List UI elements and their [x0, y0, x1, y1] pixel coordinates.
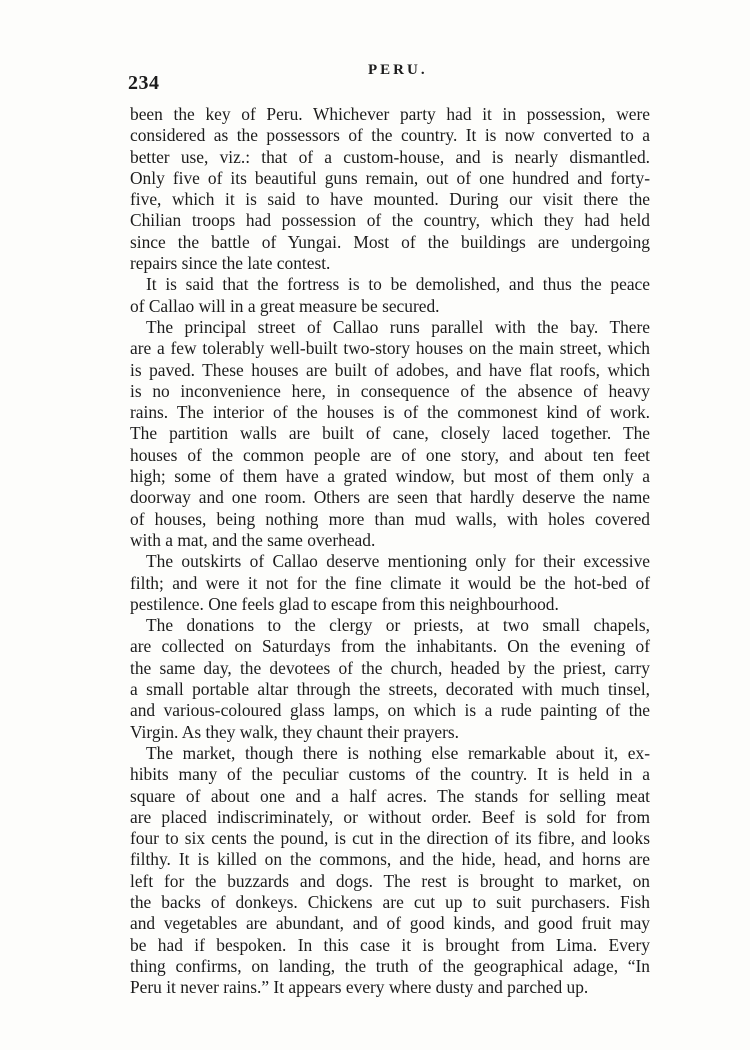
text-line: The donations to the clergy or priests, at two small chapels,: [146, 615, 650, 636]
text-line: The outskirts of Callao deserve mentioning only for their excessive: [146, 551, 650, 572]
text-line: pestilence. One feels glad to escape from this neighbourhood.: [130, 593, 559, 614]
page-number: 234: [128, 72, 160, 94]
paragraph: [130, 104, 650, 274]
text-line: high; some of them have a grated window, but most of them only a: [130, 466, 650, 487]
paragraph: [130, 743, 650, 999]
text-line: of houses, being nothing more than mud walls, with holes covered: [130, 508, 650, 529]
running-head: [128, 62, 650, 92]
text-line: are placed indiscriminately, or without order. Beef is sold for from: [130, 806, 650, 827]
text-line: been the key of Peru. Whichever party had it in possession, were: [130, 104, 650, 124]
text-line: since the battle of Yungai. Most of the buildings are undergoing: [130, 231, 650, 252]
text-line: is paved. These houses are built of adobes, and have flat roofs, which: [130, 359, 650, 380]
text-line: is no inconvenience here, in consequence of the absence of heavy: [130, 380, 650, 401]
text-line: are a few tolerably well-built two-story houses on the main street, which: [130, 338, 650, 359]
paragraph: [130, 615, 650, 743]
text-line: are collected on Saturdays from the inhabitants. On the evening of: [130, 636, 650, 657]
text-line: rains. The interior of the houses is of the commonest kind of work.: [130, 402, 650, 423]
text-line: Only five of its beautiful guns remain, out of one hundred and forty-: [130, 167, 650, 188]
text-line: doorway and one room. Others are seen that hardly deserve the name: [130, 487, 650, 508]
text-line: repairs since the late contest.: [130, 253, 331, 274]
text-line: Peru it never rains.” It appears every where dusty and parched up.: [130, 977, 589, 998]
text-line: Virgin. As they walk, they chaunt their prayers.: [130, 721, 459, 742]
running-title: PERU.: [368, 62, 428, 78]
text-line: four to six cents the pound, is cut in the direction of its fibre, and looks: [130, 828, 650, 849]
text-line: square of about one and a half acres. The stands for selling meat: [130, 785, 650, 806]
text-line: houses of the common people are of one story, and about ten feet: [130, 444, 650, 465]
text-line: and vegetables are abundant, and of good kinds, and good fruit may: [130, 913, 650, 934]
paragraph: [130, 317, 650, 551]
text-line: be had if bespoken. In this case it is brought from Lima. Every: [130, 934, 650, 955]
text-line: the backs of donkeys. Chickens are cut up to suit purchasers. Fish: [130, 891, 650, 912]
body-text: [130, 104, 650, 998]
text-line: of Callao will in a great measure be secured.: [130, 295, 440, 316]
text-line: filthy. It is killed on the commons, and the hide, head, and horns are: [130, 849, 650, 870]
text-line: filth; and were it not for the fine climate it would be the hot-bed of: [130, 572, 650, 593]
text-line: a small portable altar through the streets, decorated with much tinsel,: [130, 679, 650, 700]
text-line: better use, viz.: that of a custom-house, and is nearly dismantled.: [130, 146, 650, 167]
text-line: with a mat, and the same overhead.: [130, 529, 376, 550]
text-line: five, which it is said to have mounted. During our visit there the: [130, 189, 650, 210]
text-line: and various-coloured glass lamps, on which is a rude painting of the: [130, 700, 650, 721]
text-line: It is said that the fortress is to be demolished, and thus the peace: [146, 274, 650, 295]
text-line: The market, though there is nothing else remarkable about it, ex-: [146, 742, 650, 763]
text-line: the same day, the devotees of the church, headed by the priest, carry: [130, 657, 650, 678]
text-line: Chilian troops had possession of the country, which they had held: [130, 210, 650, 231]
text-line: considered as the possessors of the country. It is now converted to a: [130, 125, 650, 146]
text-line: hibits many of the peculiar customs of the country. It is held in a: [130, 764, 650, 785]
text-line: The partition walls are built of cane, closely laced together. The: [130, 423, 650, 444]
text-line: left for the buzzards and dogs. The rest is brought to market, on: [130, 870, 650, 891]
text-line: The principal street of Callao runs parallel with the bay. There: [146, 316, 650, 337]
text-line: thing confirms, on landing, the truth of the geographical adage, “In: [130, 955, 650, 976]
paragraph: [130, 551, 650, 615]
paragraph: [130, 274, 650, 317]
